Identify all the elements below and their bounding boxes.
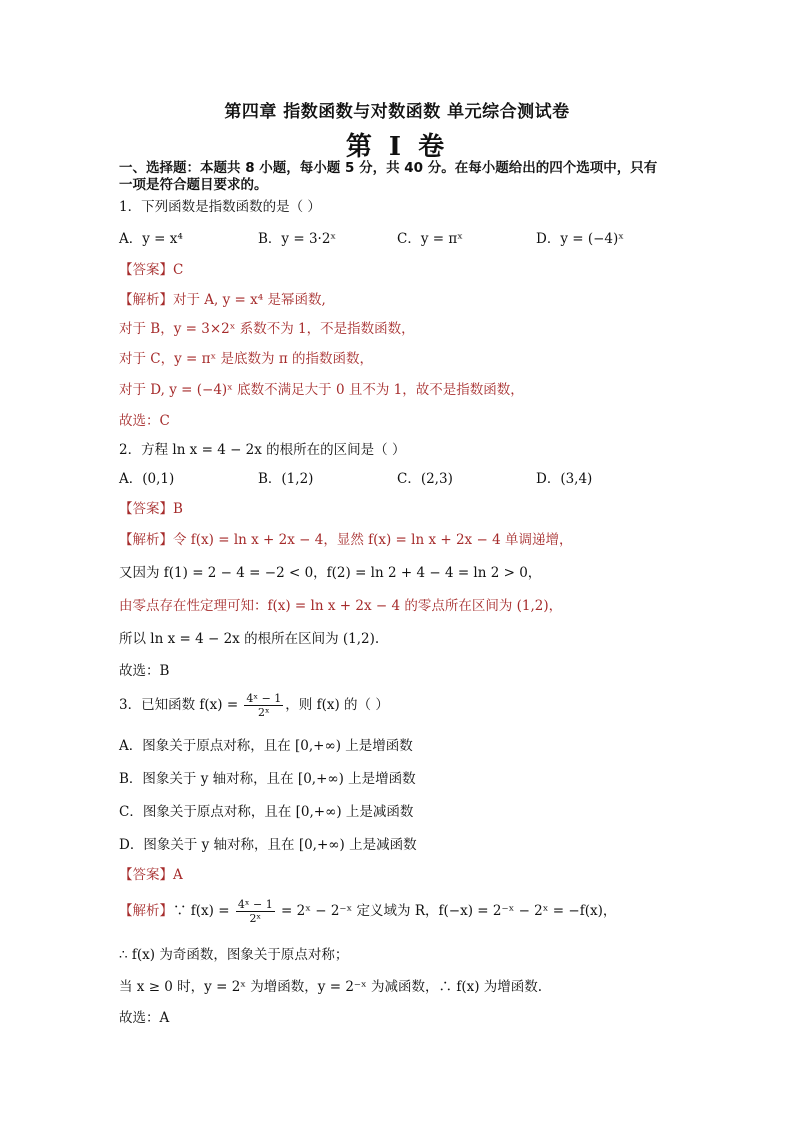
fraction-numerator: 4ˣ − 1: [246, 692, 282, 705]
analysis-text: 令 f(x) = ln x + 2x − 4，显然 f(x) = ln x + 2x − 4 单调递增，: [173, 532, 573, 548]
answer-value: A: [173, 867, 183, 883]
fraction: [244, 692, 283, 719]
answer-value: B: [173, 501, 183, 517]
fraction: [236, 898, 275, 925]
analysis-text: 对于 A, y = x⁴ 是幂函数,: [173, 292, 326, 308]
question-3-option-a: A．图象关于原点对称，且在 [0,+∞) 上是增函数: [119, 738, 413, 754]
question-2-answer: [119, 500, 183, 518]
answer-value: C: [173, 262, 184, 278]
analysis-text: = 2ˣ − 2⁻ˣ 定义域为 R，f(−x) = 2⁻ˣ − 2ˣ = −f(x)，: [276, 903, 617, 919]
question-2-option-d: D．(3,4): [536, 471, 593, 487]
section-heading-line-2: 一项是符合题目要求的。: [119, 177, 268, 193]
analysis-tag: 【解析】: [119, 532, 173, 548]
question-3-conclusion: 故选：A: [119, 1010, 170, 1026]
answer-tag: 【答案】: [119, 867, 173, 883]
question-1-option-c: C．y = πˣ: [397, 231, 463, 247]
question-2-option-c: C．(2,3): [397, 471, 453, 487]
question-1-stem: 1．下列函数是指数函数的是（ ）: [119, 199, 321, 215]
stem-text: ，则 f(x) 的（ ）: [285, 697, 389, 713]
question-1-option-a: A．y = x⁴: [119, 231, 183, 247]
question-2-analysis-1: [119, 531, 572, 549]
question-2-analysis-2: 又因为 f(1) = 2 − 4 = −2 < 0，f(2) = ln 2 + 4 − 4 = ln 2 > 0，: [119, 565, 542, 581]
question-1-analysis-1: [119, 291, 326, 309]
question-3-stem: [119, 692, 389, 719]
question-2-conclusion: 故选：B: [119, 663, 170, 679]
question-3-option-b: B．图象关于 y 轴对称，且在 [0,+∞) 上是增函数: [119, 771, 416, 787]
document-title: 第四章 指数函数与对数函数 单元综合测试卷: [224, 102, 570, 122]
question-2-stem: 2．方程 ln x = 4 − 2x 的根所在的区间是（ ）: [119, 442, 406, 458]
question-1-answer: [119, 261, 183, 279]
question-3-option-d: D．图象关于 y 轴对称，且在 [0,+∞) 上是减函数: [119, 837, 417, 853]
question-3-analysis-2: ∴ f(x) 为奇函数，图象关于原点对称；: [119, 947, 349, 963]
analysis-tag: 【解析】: [119, 292, 173, 308]
question-3-analysis-1: [119, 898, 616, 925]
section-heading-line-1: 一、选择题：本题共 8 小题，每小题 5 分，共 40 分。在每小题给出的四个选项中，只有: [119, 160, 658, 176]
question-3-option-c: C．图象关于原点对称，且在 [0,+∞) 上是减函数: [119, 804, 414, 820]
question-2-analysis-4: 所以 ln x = 4 − 2x 的根所在区间为 (1,2).: [119, 631, 380, 647]
analysis-tag: 【解析】: [119, 903, 173, 919]
question-3-answer: [119, 866, 183, 884]
stem-text: 3．已知函数 f(x) =: [119, 697, 243, 713]
question-3-analysis-3: 当 x ≥ 0 时，y = 2ˣ 为增函数，y = 2⁻ˣ 为减函数，∴ f(x) 为增函数.: [119, 979, 543, 995]
fraction-denominator: 2ˣ: [249, 912, 262, 925]
question-2-option-a: A．(0,1): [119, 471, 175, 487]
question-1-conclusion: 故选：C: [119, 413, 170, 429]
fraction-denominator: 2ˣ: [258, 706, 270, 719]
fraction-numerator: 4ˣ − 1: [237, 898, 273, 911]
question-1-analysis-2: 对于 B，y = 3×2ˣ 系数不为 1，不是指数函数，: [119, 321, 415, 337]
question-1-option-b: B．y = 3·2ˣ: [258, 231, 337, 247]
question-1-analysis-3: 对于 C，y = πˣ 是底数为 π 的指数函数，: [119, 351, 373, 367]
answer-tag: 【答案】: [119, 262, 173, 278]
question-1-analysis-4: 对于 D, y = (−4)ˣ 底数不满足大于 0 且不为 1，故不是指数函数，: [119, 382, 524, 398]
question-2-analysis-3: 由零点存在性定理可知：f(x) = ln x + 2x − 4 的零点所在区间为 (1,2)，: [119, 598, 563, 614]
section-heading: [119, 160, 679, 194]
question-2-option-b: B．(1,2): [258, 471, 314, 487]
question-1-option-d: D．y = (−4)ˣ: [536, 231, 625, 247]
analysis-text: ∵ f(x) =: [173, 903, 234, 919]
volume-subtitle: 第 I 卷: [345, 132, 449, 162]
answer-tag: 【答案】: [119, 501, 173, 517]
